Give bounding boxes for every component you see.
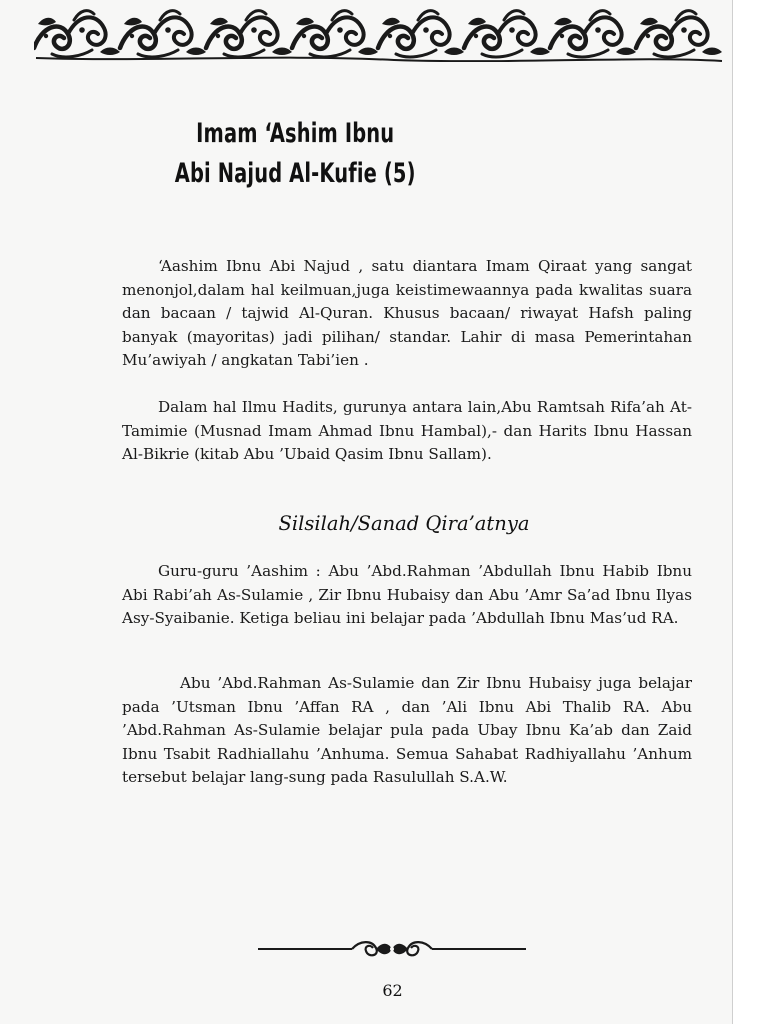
paragraph-text: Dalam hal Ilmu Hadits, gurunya antara lain,Abu Ramtsah Rifa’ah At-Tamimie (Musnad Imam Ahmad Ibnu Hambal),- dan Harits Ibnu Hassan Al-Bikrie (kitab Abu ’Ubaid Qasim Ibnu Sallam). (122, 398, 692, 463)
page-number: 62 (382, 981, 403, 1000)
chapter-title-line-2: Abi Najud Al-Kufie (5) (174, 158, 416, 189)
floral-border-ornament (34, 6, 724, 62)
body-paragraph-teachers (122, 560, 692, 631)
paragraph-text: Guru-guru ’Aashim : Abu ’Abd.Rahman ’Abdullah Ibnu Habib Ibnu Abi Rabi’ah As-Sulamie , Zir Ibnu Hubaisy dan Abu ’Amr Sa’ad Ibnu Ilyas Asy-Syaibanie. Ketiga beliau ini belajar pada ’Abdullah Ibnu Mas’ud RA. (122, 562, 692, 627)
body-paragraph-intro (122, 255, 692, 373)
paragraph-text: ‘Aashim Ibnu Abi Najud , satu diantara Imam Qiraat yang sangat menonjol,dalam hal keilmuan,juga keistimewaannya pada kwalitas suara dan bacaan / tajwid Al-Quran. Khusus bacaan/ riwayat Hafsh paling banyak (mayoritas) jadi pilihan/ standar. Lahir di masa Pemerintahan Mu’awiyah / angkatan Tabi’ien . (122, 257, 692, 369)
paragraph-text: Abu ’Abd.Rahman As-Sulamie dan Zir Ibnu Hubaisy juga belajar pada ’Utsman Ibnu ’Affan RA , dan ’Ali Ibnu Abi Thalib RA. Abu ’Abd.Rahman As-Sulamie belajar pula pada Ubay Ibnu Ka’ab dan Zaid Ibnu Tsabit Radhiallahu ’Anhuma. Semua Sahabat Radhiyallahu ’Anhum tersebut belajar lang-sung pada Rasulullah S.A.W. (122, 674, 692, 786)
body-paragraph-hadith (122, 396, 692, 467)
divider-flourish-ornament (256, 938, 528, 960)
chapter-title-line-1: Imam ‘Ashim Ibnu (196, 118, 395, 149)
body-paragraph-chain (122, 672, 692, 790)
chapter-title (0, 114, 590, 194)
page-edge-margin (732, 0, 768, 1024)
section-heading: Silsilah/Sanad Qira’atnya (278, 512, 530, 535)
